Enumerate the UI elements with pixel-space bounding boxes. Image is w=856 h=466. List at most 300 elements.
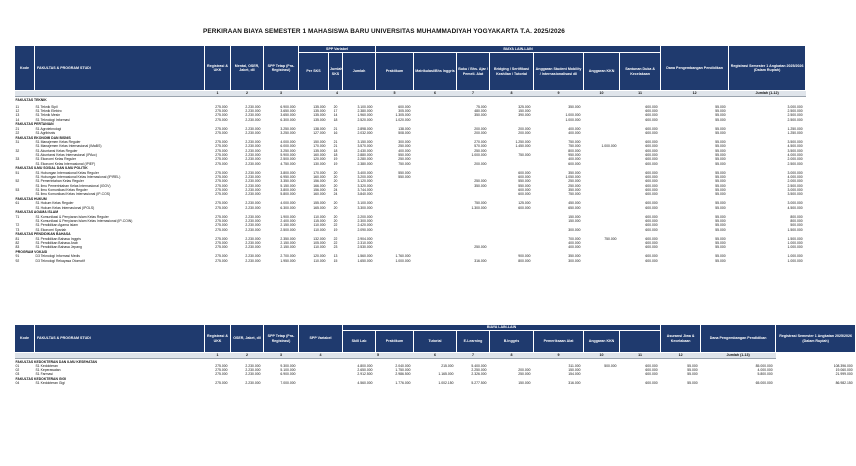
fee-cell: 1.250.000 bbox=[787, 126, 803, 131]
faculty-name: PROGRAM VOKASI bbox=[15, 250, 48, 255]
col-bridging: Bridging / Sertifikasi Keahlian / Tutorial bbox=[490, 53, 534, 91]
program-name: D3 Teknologi Rekayasa Otomotif bbox=[35, 258, 85, 263]
fee-cell: 1.250.000 bbox=[787, 131, 803, 136]
program-name: S1 Teknik Mesin bbox=[35, 113, 61, 118]
fee-cell: 2.500.000 bbox=[787, 113, 803, 118]
fee-cell: 275.000 bbox=[215, 227, 228, 232]
fee-cell: 2.230.000 bbox=[245, 126, 261, 131]
fee-cell: 135.000 bbox=[313, 117, 326, 122]
column-number: 2 bbox=[231, 353, 264, 359]
fee-cell: 450.000 bbox=[568, 201, 581, 206]
fee-cell: 275.000 bbox=[215, 170, 228, 175]
fee-cell: 2.230.000 bbox=[245, 254, 261, 259]
fee-cell: 2.230.000 bbox=[245, 140, 261, 145]
fee-cell: 2.150.000 bbox=[280, 245, 296, 250]
program-name: S1 Ekonomi Kelas Internasional (IPIEF) bbox=[35, 161, 96, 166]
fee-cell: 2.500.000 bbox=[787, 109, 803, 114]
fee-cell: 600.000 bbox=[518, 205, 531, 210]
fee-cell: 600.000 bbox=[645, 117, 658, 122]
fee-cell: 275.000 bbox=[215, 201, 228, 206]
fee-cell: 110.000 bbox=[313, 214, 326, 219]
fee-cell: 55.000 bbox=[687, 363, 698, 368]
fee-cell: 3.800.000 bbox=[280, 170, 296, 175]
fee-cell: 120.000 bbox=[313, 254, 326, 259]
fee-cell: 24 bbox=[333, 192, 338, 197]
fee-cell: 2.230.000 bbox=[245, 153, 261, 158]
fee-cell: 55.000 bbox=[715, 241, 726, 245]
fee-cell: 6.900.000 bbox=[280, 104, 296, 109]
program-name: S1 Teknologi Informasi bbox=[35, 117, 70, 122]
fee-cell: 2.150.000 bbox=[280, 223, 296, 228]
fee-cell: 600.000 bbox=[645, 363, 658, 368]
col-blank-2 bbox=[620, 331, 661, 353]
fee-cell: 750.000 bbox=[604, 236, 617, 241]
fee-cell: 1.560.000 bbox=[357, 254, 373, 259]
fee-cell: 400.000 bbox=[398, 148, 411, 153]
column-number: 12 bbox=[661, 91, 729, 97]
fee-cell: 2.904.000 bbox=[357, 236, 373, 241]
fee-cell: 1.960.000 bbox=[357, 113, 373, 118]
fee-cell: 400.000 bbox=[568, 157, 581, 162]
col-spp-tetap: SPP Tetap (Pra-Registrasi) bbox=[264, 46, 299, 91]
fee-cell: 3.000.000 bbox=[787, 187, 803, 192]
fee-cell: 127.000 bbox=[313, 131, 326, 136]
fee-cell bbox=[584, 381, 620, 385]
col-kkn-2: Anggaran KKN bbox=[584, 331, 620, 353]
fee-cell: 200.000 bbox=[518, 126, 531, 131]
fee-cell: 4.000.000 bbox=[757, 368, 773, 373]
col-fakultas-2: FAKULTAS & PROGRAM STUDI bbox=[35, 325, 205, 353]
fee-cell: 325.000 bbox=[518, 104, 531, 109]
fee-cell: 600.000 bbox=[645, 192, 658, 197]
col-pemeriksaan-alat-2: Pemeriksaan Alat bbox=[534, 331, 584, 353]
fee-cell: 2.230.000 bbox=[245, 201, 261, 206]
fee-cell: 600.000 bbox=[645, 227, 658, 232]
fee-cell bbox=[299, 381, 343, 385]
fee-cell: 275.000 bbox=[215, 236, 228, 241]
fee-cell: 600.000 bbox=[645, 219, 658, 224]
fee-cell: 5.800.000 bbox=[280, 192, 296, 197]
fee-cell: 150.000 bbox=[568, 219, 581, 224]
fee-cell: 2.500.000 bbox=[787, 117, 803, 122]
fee-cell: 55.000 bbox=[715, 126, 726, 131]
fee-cell: 5.800.000 bbox=[757, 372, 773, 377]
program-code: 81 bbox=[15, 236, 20, 241]
fee-cell: 1.000.000 bbox=[787, 254, 803, 259]
fee-cell: 24 bbox=[333, 187, 338, 192]
fee-cell: 200.000 bbox=[474, 161, 487, 166]
fee-cell: 155.000 bbox=[313, 201, 326, 206]
fee-cell: 2.500.000 bbox=[280, 157, 296, 162]
program-code: 83 bbox=[15, 245, 20, 250]
program-name: S1 Agribisnis bbox=[35, 131, 56, 136]
fee-cell: 6.300.000 bbox=[280, 205, 296, 210]
fee-cell: 3.120.000 bbox=[357, 179, 373, 184]
fee-cell: 1.000.000 bbox=[471, 153, 487, 158]
fee-cell: 2.230.000 bbox=[245, 214, 261, 219]
fee-cell: 275.000 bbox=[215, 214, 228, 219]
column-number: 1 bbox=[205, 91, 231, 97]
column-number: 4 bbox=[299, 91, 376, 97]
fee-cell: 5.900.000 bbox=[280, 153, 296, 158]
fee-cell: 2.230.000 bbox=[245, 144, 261, 149]
fee-cell: 2.400.000 bbox=[280, 219, 296, 224]
fee-cell: 55.000 bbox=[715, 192, 726, 197]
fee-cell: 1.000.000 bbox=[601, 144, 617, 149]
fee-cell: 3.250.000 bbox=[280, 126, 296, 131]
fee-cell: 2.880.000 bbox=[357, 153, 373, 158]
fee-cell: 2.500.000 bbox=[787, 161, 803, 166]
fee-cell: 600.000 bbox=[645, 126, 658, 131]
fee-cell: 135.000 bbox=[313, 113, 326, 118]
fee-cell: 508.000 bbox=[398, 131, 411, 136]
program-name: S1 Teknik Elektro bbox=[35, 109, 62, 114]
program-code: 91 bbox=[15, 254, 20, 259]
program-name: S1 Pendidikan Agama Islam bbox=[35, 223, 78, 228]
program-name: S1 Ekonomi Kelas Reguler bbox=[35, 157, 77, 162]
fee-cell: 2.230.000 bbox=[245, 219, 261, 224]
fee-cell: 2.230.000 bbox=[245, 205, 261, 210]
fee-cell: 350.000 bbox=[568, 187, 581, 192]
fee-cell: 110.000 bbox=[313, 258, 326, 263]
fee-cell: 4.500.000 bbox=[787, 144, 803, 149]
fee-cell: 20 bbox=[333, 183, 338, 188]
col-binggris-2: B.Inggris bbox=[490, 331, 534, 353]
col-per-sks: Per SKS bbox=[299, 53, 329, 91]
fee-cell: 1.000.000 bbox=[565, 117, 581, 122]
fee-cell: 1.300.000 bbox=[471, 205, 487, 210]
fee-cell: 250.000 bbox=[474, 245, 487, 250]
fee-cell: 2.250.000 bbox=[471, 368, 487, 373]
fee-cell: 1.020.000 bbox=[395, 117, 411, 122]
column-number: 5 bbox=[376, 91, 414, 97]
fee-cell: 55.000 bbox=[715, 179, 726, 184]
fee-cell: 275.000 bbox=[215, 258, 228, 263]
faculty-name: FAKULTAS TEKNIK bbox=[15, 97, 47, 102]
fee-cell: 6.900.000 bbox=[280, 372, 296, 377]
fee-cell: 135.000 bbox=[313, 104, 326, 109]
fee-cell: 600.000 bbox=[645, 183, 658, 188]
fee-cell: 55.000 bbox=[715, 254, 726, 259]
fee-cell: 132.000 bbox=[313, 236, 326, 241]
program-code: 03 bbox=[15, 372, 20, 377]
fee-cell: 1.450.000 bbox=[515, 144, 531, 149]
fee-cell: 2.230.000 bbox=[245, 175, 261, 180]
fee-cell: 75.000 bbox=[476, 104, 487, 109]
fee-cell: 300.000 bbox=[398, 140, 411, 145]
fee-cell: 2.230.000 bbox=[245, 109, 261, 114]
col-buku: Buku / Bhs. Ajar / Pemeli. Alat bbox=[457, 53, 490, 91]
fee-cell: 275.000 bbox=[215, 183, 228, 188]
fee-cell: 275.000 bbox=[215, 363, 228, 368]
fee-cell: 300.000 bbox=[568, 258, 581, 263]
fee-cell: 350.000 bbox=[474, 183, 487, 188]
program-code: 61 bbox=[15, 201, 20, 206]
fee-cell: 2.912.500 bbox=[357, 372, 373, 377]
fee-cell: 800.000 bbox=[568, 148, 581, 153]
program-name: S1 Ilmu Komunikasi Kelas Reguler bbox=[35, 187, 88, 192]
fee-cell: 275.000 bbox=[215, 140, 228, 145]
fee-cell: 1.500.000 bbox=[787, 236, 803, 241]
fee-cell: 2.310.000 bbox=[357, 241, 373, 245]
program-name: S1 Hukum Kelas Internasional (IPOLS) bbox=[35, 205, 95, 210]
column-number: 11 bbox=[620, 91, 661, 97]
program-name: S1 Pendidikan Bahasa Inggris bbox=[35, 236, 81, 241]
fee-cell: 275.000 bbox=[215, 161, 228, 166]
fee-cell: 55.000 bbox=[687, 381, 698, 386]
fee-cell: 275.000 bbox=[215, 381, 228, 386]
fee-cell: 1.750.000 bbox=[395, 368, 411, 373]
col-asuransi-2: Asuransi Jiwa & Kecelakaan bbox=[661, 325, 701, 353]
faculty-name: FAKULTAS PENDIDIKAN BAHASA bbox=[15, 232, 71, 237]
fee-cell: 350.000 bbox=[474, 113, 487, 118]
fee-cell: 6.000.000 bbox=[280, 144, 296, 149]
fee-cell: 275.000 bbox=[215, 372, 228, 377]
column-number: 6 bbox=[414, 353, 457, 359]
fee-cell: 165.000 bbox=[313, 205, 326, 210]
column-number: 10 bbox=[584, 91, 620, 97]
fee-cell: 2.230.000 bbox=[245, 363, 261, 368]
fee-cell: 19 bbox=[333, 227, 338, 232]
fee-cell: 17 bbox=[333, 109, 338, 114]
fee-cell: 55.000 bbox=[687, 372, 698, 377]
fee-cell: 2.380.000 bbox=[357, 109, 373, 114]
program-name: S1 Kedokteran bbox=[35, 363, 58, 368]
fee-cell: 750.000 bbox=[518, 153, 531, 158]
fee-cell: 105.000 bbox=[313, 241, 326, 245]
program-name: S1 Ilmu Pemerintahan Kelas Internasional (IGOV) bbox=[35, 183, 111, 188]
col-dana-pengembangan-2: Dana Pengembangan Pendidikan bbox=[701, 325, 776, 353]
fee-cell: 55.000 bbox=[715, 223, 726, 228]
col-spp-variabel-2: SPP Variabel bbox=[299, 325, 343, 353]
fee-cell: 275.000 bbox=[215, 104, 228, 109]
column-number: 9 bbox=[534, 91, 584, 97]
fee-cell: 750.000 bbox=[568, 140, 581, 145]
fee-cell: 2.040.000 bbox=[395, 363, 411, 368]
fee-cell: 3.250.000 bbox=[280, 148, 296, 153]
fee-cell: 3.200.000 bbox=[357, 175, 373, 180]
fee-cell: 600.000 bbox=[645, 187, 658, 192]
fee-cell: 3.500.000 bbox=[787, 192, 803, 197]
program-code: 53 bbox=[15, 187, 20, 192]
fee-cell: 2.230.000 bbox=[245, 157, 261, 162]
fee-cell: 900.000 bbox=[518, 254, 531, 259]
program-name: S1 Keperawatan bbox=[35, 368, 61, 373]
program-code: 22 bbox=[15, 131, 20, 136]
fee-cell: 20 bbox=[333, 104, 338, 109]
fee-cell: 5.400.000 bbox=[471, 363, 487, 368]
col-registrasi: Registrasi & UKK bbox=[205, 46, 231, 91]
fee-cell: 600.000 bbox=[645, 372, 658, 377]
column-number: 11 bbox=[620, 353, 661, 359]
fee-cell: 2.650.000 bbox=[357, 368, 373, 373]
faculty-name: FAKULTAS AGAMA ISLAM bbox=[15, 210, 59, 215]
fee-cell: 800.000 bbox=[518, 258, 531, 263]
fee-cell: 23 bbox=[333, 245, 338, 250]
fee-cell: 2.500.000 bbox=[787, 183, 803, 188]
fee-cell: 5.100.000 bbox=[280, 368, 296, 373]
col-kode: Kode bbox=[15, 46, 35, 91]
fee-cell: 55.000 bbox=[715, 117, 726, 122]
faculty-name: FAKULTAS EKONOMI DAN BISNIS bbox=[15, 135, 71, 140]
fee-cell: 600.000 bbox=[645, 153, 658, 158]
fee-cell: 3.000.000 bbox=[787, 201, 803, 206]
fee-cell: 250.000 bbox=[568, 183, 581, 188]
fee-cell: 200.000 bbox=[518, 368, 531, 373]
fee-cell: 55.000 bbox=[715, 113, 726, 118]
fee-cell: 2.230.000 bbox=[245, 241, 261, 245]
fee-cell: 13 bbox=[333, 254, 338, 259]
fee-cell: 2.230.000 bbox=[245, 227, 261, 232]
fee-cell: 4.000.000 bbox=[787, 153, 803, 158]
fee-cell: 2.230.000 bbox=[245, 187, 261, 192]
program-code: 12 bbox=[15, 109, 20, 114]
fee-cell: 4.750.000 bbox=[280, 161, 296, 166]
fee-cell: 21.999.000 bbox=[835, 372, 853, 377]
fee-cell: 275.000 bbox=[215, 192, 228, 197]
column-number: 2 bbox=[231, 91, 264, 97]
fee-cell: 2.230.000 bbox=[245, 236, 261, 241]
fee-cell: 4.000.000 bbox=[787, 175, 803, 180]
fee-cell: 275.000 bbox=[215, 205, 228, 210]
col-santunan: Santunan Duka & Kecelakaan bbox=[620, 53, 661, 91]
fee-cell: 55.000 bbox=[715, 175, 726, 180]
fee-cell: 138.000 bbox=[398, 126, 411, 131]
fee-cell: 55.000 bbox=[715, 236, 726, 241]
col-praktikum: Praktikum bbox=[376, 53, 414, 91]
fee-cell: 275.000 bbox=[215, 109, 228, 114]
fee-cell: 2.150.000 bbox=[280, 241, 296, 245]
fee-cell: 18 bbox=[333, 153, 338, 158]
fee-cell: 2.350.000 bbox=[280, 236, 296, 241]
fee-cell: 275.000 bbox=[215, 126, 228, 131]
fee-cell: 550.000 bbox=[398, 175, 411, 180]
fee-cell: 750.000 bbox=[474, 201, 487, 206]
fee-cell: 275.000 bbox=[215, 157, 228, 162]
fee-cell: 275.000 bbox=[215, 153, 228, 158]
program-name: S1 Agroteknologi bbox=[35, 126, 62, 131]
col-oser-2: OSER, Jaket, dll bbox=[231, 325, 264, 353]
fee-cell: 700.000 bbox=[568, 236, 581, 241]
column-number: 1 bbox=[205, 353, 231, 359]
fee-cell: 55.000 bbox=[687, 368, 698, 373]
fee-cell: 250.000 bbox=[474, 179, 487, 184]
fee-cell: 55.000 bbox=[715, 104, 726, 109]
col-skill-lab-2: Skill Lab bbox=[343, 331, 376, 353]
program-name: S1 Hubungan Internasional Kelas Internasional (IPIREL) bbox=[35, 175, 121, 180]
fee-cell: 19 bbox=[333, 161, 338, 166]
fee-cell: 1.760.000 bbox=[395, 254, 411, 259]
fee-cell: 55.000 bbox=[715, 153, 726, 158]
fee-cell: 150.000 bbox=[568, 368, 581, 373]
program-name: S1 Farmasi bbox=[35, 372, 53, 377]
fee-cell: 275.000 bbox=[215, 368, 228, 373]
col-matrikulasi: Matrikulasi/Bhs Inggris bbox=[414, 53, 457, 91]
fee-cell: 2.090.000 bbox=[357, 227, 373, 232]
fee-cell: 600.000 bbox=[518, 175, 531, 180]
fee-cell: 1.000.000 bbox=[565, 113, 581, 118]
program-row bbox=[15, 259, 806, 263]
fee-cell: 950.000 bbox=[568, 153, 581, 158]
faculty-name: FAKULTAS PERTANIAN bbox=[15, 122, 54, 127]
fee-cell: 2.898.000 bbox=[357, 126, 373, 131]
fee-cell: 600.000 bbox=[645, 170, 658, 175]
fee-cell: 550.000 bbox=[398, 170, 411, 175]
fee-cell: 135.000 bbox=[313, 109, 326, 114]
fee-cell: 600.000 bbox=[645, 161, 658, 166]
fee-cell: 55.000 bbox=[715, 201, 726, 206]
program-row bbox=[15, 381, 856, 385]
fee-cell: 5.150.000 bbox=[280, 183, 296, 188]
fee-cell: 170.000 bbox=[313, 144, 326, 149]
fee-cell: 1.900.000 bbox=[280, 214, 296, 219]
fee-cell: 570.000 bbox=[474, 144, 487, 149]
fee-cell: 65.000.000 bbox=[755, 381, 773, 386]
fee-cell: 600.000 bbox=[645, 236, 658, 241]
program-name: S1 Pemerintahan Kelas Reguler bbox=[35, 179, 84, 184]
fee-cell: 3.300.000 bbox=[357, 205, 373, 210]
fee-cell: 156.000 bbox=[313, 187, 326, 192]
fee-cell: 150.000 bbox=[568, 214, 581, 219]
fee-cell: 2.032.000 bbox=[357, 131, 373, 136]
fee-cell: 275.000 bbox=[215, 179, 228, 184]
fee-cell: 600.000 bbox=[645, 245, 658, 250]
program-code: 21 bbox=[15, 126, 20, 131]
program-code: 92 bbox=[15, 258, 20, 263]
fee-cell: 1.500.000 bbox=[787, 227, 803, 232]
fee-cell: 2.230.000 bbox=[245, 148, 261, 153]
fee-cell: 14 bbox=[333, 113, 338, 118]
col-elearning-2: E-Learning bbox=[457, 331, 490, 353]
fee-cell: 18 bbox=[333, 117, 338, 122]
fee-cell: 600.000 bbox=[645, 175, 658, 180]
column-number: 8 bbox=[490, 353, 534, 359]
col-total-registrasi: Registrasi Semester 1 Angkatan 2025/2026 (Dalam Rupiah) bbox=[729, 46, 806, 91]
fee-cell: 600.000 bbox=[645, 140, 658, 145]
fee-cell: 2.000.000 bbox=[787, 179, 803, 184]
fee-cell: 3.650.000 bbox=[280, 113, 296, 118]
column-number: 9 bbox=[534, 353, 584, 359]
fee-cell: 275.000 bbox=[215, 175, 228, 180]
fee-cell: 275.000 bbox=[215, 117, 228, 122]
fee-cell: 2.230.000 bbox=[245, 131, 261, 136]
faculty-name: FAKULTAS ILMU SOSIAL DAN ILMU POLITIK bbox=[15, 166, 88, 171]
fee-cell: 275.000 bbox=[215, 131, 228, 136]
fee-cell: 600.000 bbox=[645, 205, 658, 210]
fee-cell: 22 bbox=[333, 223, 338, 228]
fee-cell: 480.000 bbox=[474, 109, 487, 114]
col-dana-pengembangan: Dana Pengembangan Pendidikan bbox=[661, 46, 729, 91]
fee-cell: 4.500.000 bbox=[787, 205, 803, 210]
fee-cell: 22 bbox=[333, 236, 338, 241]
fee-cell: 21 bbox=[333, 144, 338, 149]
fee-cell: 86.982.150 bbox=[835, 381, 853, 386]
fee-cell: 154.000 bbox=[568, 372, 581, 377]
fee-cell: 20 bbox=[333, 214, 338, 219]
fee-cell: 275.000 bbox=[215, 144, 228, 149]
fee-cell: 55.000 bbox=[715, 187, 726, 192]
fee-cell: 500.000 bbox=[790, 223, 803, 228]
fee-cell: 20 bbox=[333, 170, 338, 175]
fee-cell: 200.000 bbox=[518, 131, 531, 136]
program-code: 72 bbox=[15, 223, 20, 228]
column-number: 8 bbox=[490, 91, 534, 97]
fee-cell: 55.000 bbox=[715, 144, 726, 149]
fee-cell: 3.800.000 bbox=[280, 187, 296, 192]
fee-cell: 250.000 bbox=[398, 157, 411, 162]
fee-cell: 2.230.000 bbox=[245, 170, 261, 175]
col-jumlah: Jumlah bbox=[343, 53, 376, 91]
